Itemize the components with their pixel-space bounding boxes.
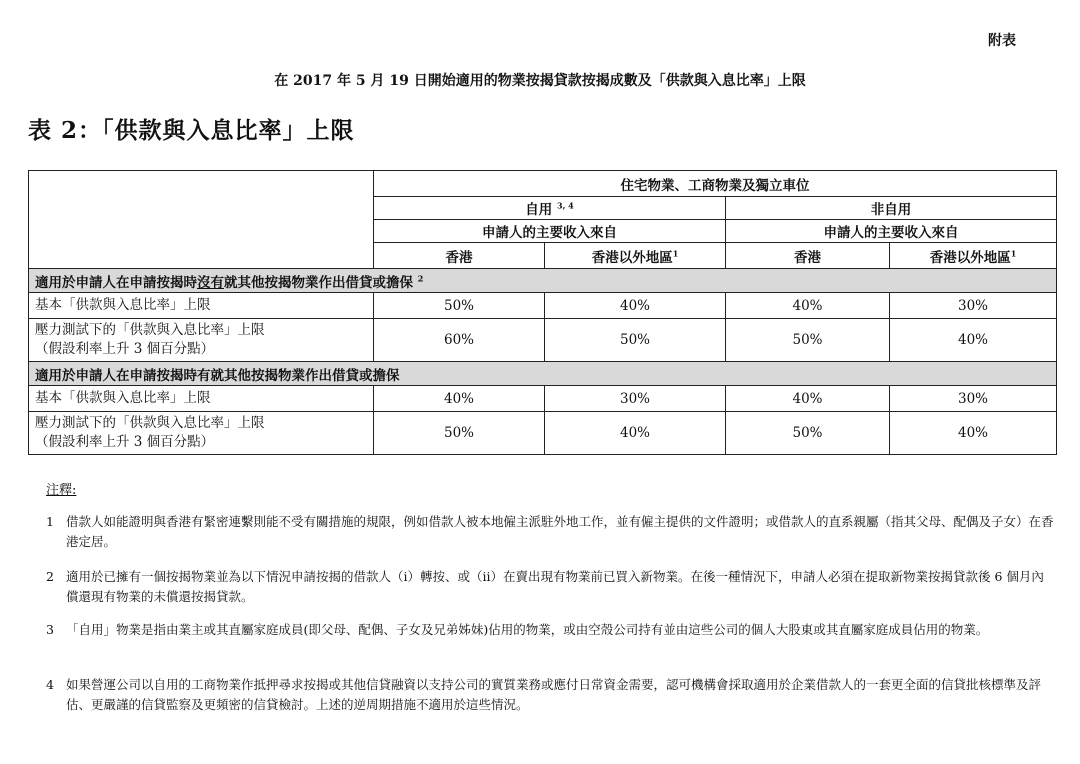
table-cell: 50% (374, 412, 545, 455)
annex-label: 附表 (988, 33, 1016, 49)
note-number: 2 (46, 569, 54, 584)
table-cell: 30% (890, 386, 1057, 412)
note-item (46, 567, 1056, 607)
header-hk-self: 香港 (374, 243, 545, 269)
note-number: 3 (46, 622, 54, 637)
table-cell: 50% (374, 293, 545, 319)
section-row-with-other-mortgage (29, 362, 1057, 386)
table-cell: 40% (374, 386, 545, 412)
table-cell: 30% (545, 386, 726, 412)
table-cell: 60% (374, 319, 545, 362)
document-heading: 在 2017 年 5 月 19 日開始適用的物業按揭貸款按揭成數及「供款與入息比率」上限 (274, 73, 806, 89)
header-income-source-nonself: 申請人的主要收入來自 (726, 220, 1057, 243)
section-row-no-other-mortgage (29, 269, 1057, 293)
header-blank-cell (29, 171, 374, 269)
row-label-stress: 壓力測試下的「供款與入息比率」上限 （假設利率上升 3 個百分點） (29, 412, 374, 455)
table-cell: 40% (545, 293, 726, 319)
header-outside-hk-nonself: 香港以外地區$^1$ (890, 243, 1057, 269)
table-cell: 40% (726, 386, 890, 412)
header-hk-nonself: 香港 (726, 243, 890, 269)
table-row (29, 319, 1057, 362)
table-cell: 50% (726, 319, 890, 362)
table-row (29, 293, 1057, 319)
table-row (29, 386, 1057, 412)
table-cell: 40% (890, 412, 1057, 455)
row-label-basic: 基本「供款與入息比率」上限 (29, 293, 374, 319)
note-number: 1 (46, 514, 54, 529)
table-cell: 40% (545, 412, 726, 455)
note-text: 如果營運公司以自用的工商物業作抵押尋求按揭或其他信貸融資以支持公司的實質業務或應付日常資金需要，認可機構會採取適用於企業借款人的一套更全面的信貸批核標準及評估、更嚴謹的信貸監察及更頻密的信貸檢討。上述的逆周期措施不適用於這些情況。 (66, 677, 1042, 712)
table-cell: 40% (890, 319, 1057, 362)
table-cell: 50% (726, 412, 890, 455)
note-text: 適用於已擁有一個按揭物業並為以下情況申請按揭的借款人（i）轉按、或（ii）在賣出現有物業前已買入新物業。在後一種情況下，申請人必須在提取新物業按揭貸款後 6 個月內償還現有物業的未償還按揭貸款。 (66, 569, 1044, 604)
table-title: 表 2：「供款與入息比率」上限 (28, 117, 355, 144)
note-item (46, 512, 1056, 552)
notes-title: 注釋: (46, 483, 77, 498)
row-label-basic: 基本「供款與入息比率」上限 (29, 386, 374, 412)
note-number: 4 (46, 677, 54, 692)
section-label-no-other-mortgage: 適用於申請人在申請按揭時沒有就其他按揭物業作出借貸或擔保 $^2$ (29, 269, 1057, 293)
note-item (46, 620, 1056, 640)
table-cell: 50% (545, 319, 726, 362)
section-label-with-other-mortgage: 適用於申請人在申請按揭時有就其他按揭物業作出借貸或擔保 (29, 362, 1057, 386)
header-outside-hk-self: 香港以外地區$^1$ (545, 243, 726, 269)
header-row-property-type (29, 171, 1057, 197)
header-non-self-use: 非自用 (726, 197, 1057, 220)
note-text: 借款人如能證明與香港有緊密連繫則能不受有關措施的規限，例如借款人被本地僱主派駐外地工作，並有僱主提供的文件證明；或借款人的直系親屬（指其父母、配偶及子女）在香港定居。 (66, 514, 1054, 549)
table-row (29, 412, 1057, 455)
note-text: 「自用」物業是指由業主或其直屬家庭成員(即父母、配偶、子女及兄弟姊妹)佔用的物業，或由空殼公司持有並由這些公司的個人大股東或其直屬家庭成員佔用的物業。 (66, 622, 989, 637)
table-cell: 40% (726, 293, 890, 319)
header-income-source-self: 申請人的主要收入來自 (374, 220, 726, 243)
table-cell: 30% (890, 293, 1057, 319)
note-item (46, 675, 1056, 715)
dti-limit-table (28, 170, 1057, 455)
row-label-stress: 壓力測試下的「供款與入息比率」上限 （假設利率上升 3 個百分點） (29, 319, 374, 362)
header-self-use: 自用 $^{3, 4}$ (374, 197, 726, 220)
header-property-type: 住宅物業、工商物業及獨立車位 (374, 171, 1057, 197)
